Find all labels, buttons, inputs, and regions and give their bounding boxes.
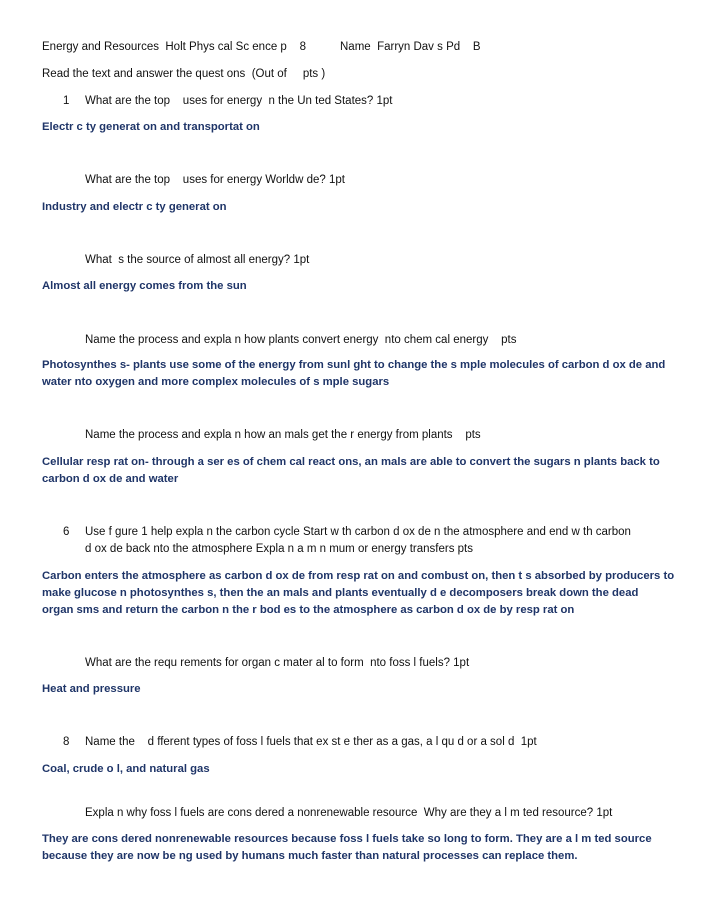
- answer-text: They are cons dered nonrenewable resources because foss l fuels take so long to form. They are a l m ted source because they are now be ng used by humans much faster than natural processes can replace them.: [42, 833, 652, 862]
- instructions: Read the text and answer the quest ons (Out of pts ): [42, 68, 326, 80]
- answer-text: Almost all energy comes from the sun: [42, 280, 247, 292]
- answer-text: Coal, crude o l, and natural gas: [42, 763, 210, 775]
- answer-text: Electr c ty generat on and transportat on: [42, 121, 260, 133]
- answer-text: Photosynthes s- plants use some of the energy from sunl ght to change the s mple molecules of carbon d ox de and water nto oxygen and more complex molecules of s mple sugars: [42, 359, 666, 388]
- answer-text: Carbon enters the atmosphere as carbon d ox de from resp rat on and combust on, then t s absorbed by producers to make glucose n photosynthes s, then the an mals and plants eventually d e decomposers break down the dead organ sms and return the carbon n the r bod es to the atmosphere as carbon d ox de by resp rat on: [42, 570, 675, 616]
- question-text: What are the top uses for energy n the Un ted States? 1pt: [85, 95, 393, 107]
- question-number: 8: [63, 736, 70, 748]
- answer-text: Cellular resp rat on- through a ser es of chem cal react ons, an mals are able to convert the sugars n plants back to carbon d ox de and water: [42, 456, 660, 485]
- question-text: Name the process and expla n how plants convert energy nto chem cal energy pts: [85, 334, 517, 346]
- question-text: What are the requ rements for organ c mater al to form nto foss l fuels? 1pt: [85, 657, 470, 669]
- question-text: What s the source of almost all energy? 1pt: [85, 254, 310, 266]
- question-text: Expla n why foss l fuels are cons dered a nonrenewable resource Why are they a l m ted resource? 1pt: [85, 807, 613, 819]
- worksheet-title: Energy and Resources Holt Phys cal Sc ence p 8: [42, 41, 306, 53]
- student-name: Name Farryn Dav s Pd B: [340, 41, 481, 53]
- answer-text: Heat and pressure: [42, 683, 141, 695]
- question-text: Name the d fferent types of foss l fuels that ex st e ther as a gas, a l qu d or a sol d 1pt: [85, 736, 537, 748]
- question-text: Name the process and expla n how an mals get the r energy from plants pts: [85, 429, 481, 441]
- answer-text: Industry and electr c ty generat on: [42, 201, 227, 213]
- question-text: Use f gure 1 help expla n the carbon cycle Start w th carbon d ox de n the atmosphere and end w th carbon d ox de back nto the atmosphere Expla n a m n mum or energy transfers pts: [85, 526, 631, 555]
- question-number: 1: [63, 95, 70, 107]
- question-number: 6: [63, 526, 70, 538]
- question-text: What are the top uses for energy Worldw de? 1pt: [85, 174, 345, 186]
